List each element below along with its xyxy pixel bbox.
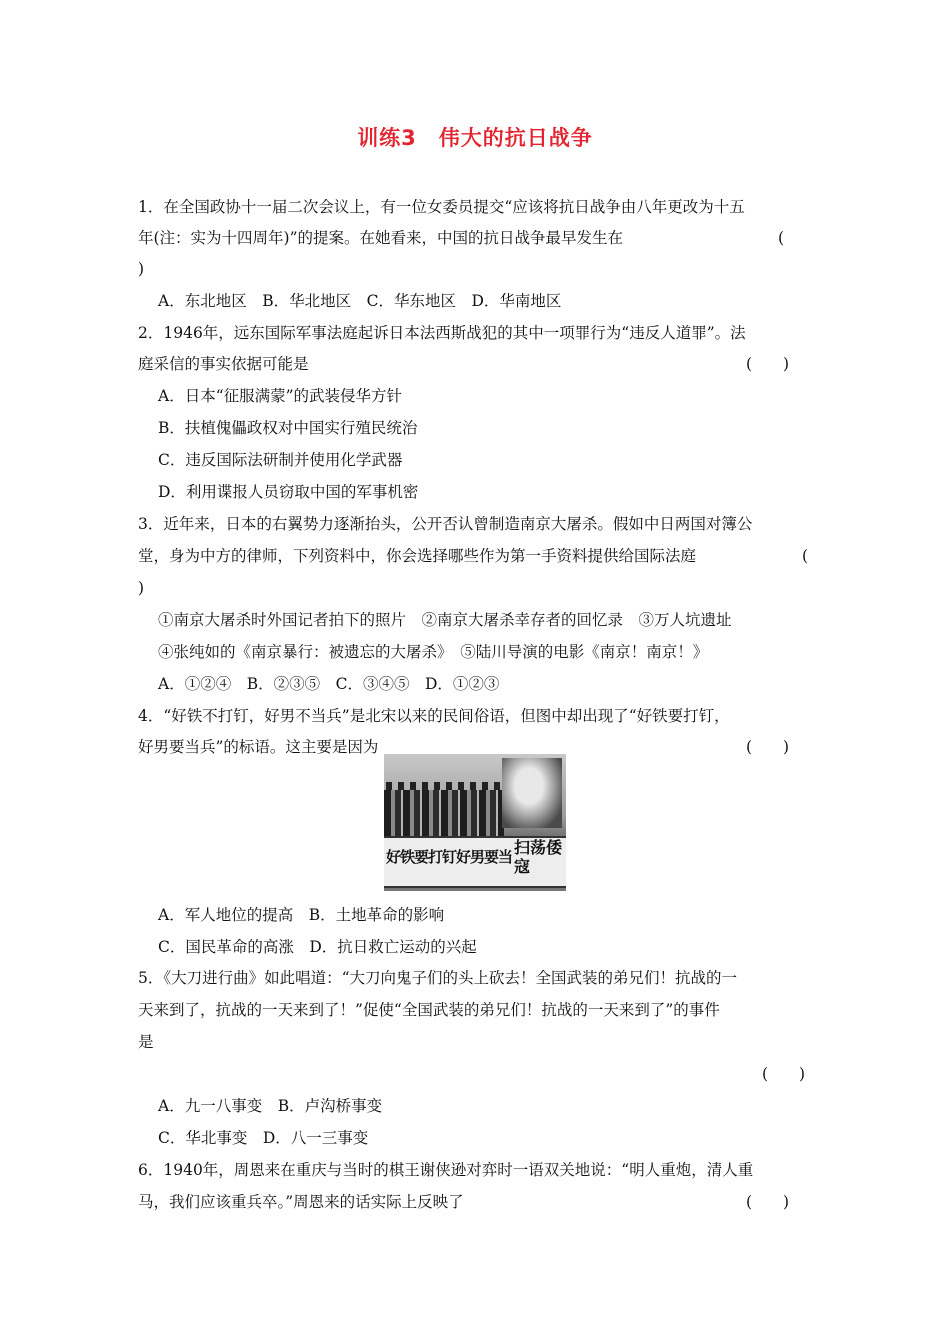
question-3-material-2: ④张纯如的《南京暴行：被遗忘的大屠杀》 ⑤陆川导演的电影《南京！南京！》 [158, 643, 709, 661]
question-5-answer-paren: ( ) [762, 1065, 806, 1083]
question-6-line-1: 6．1940年，周恩来在重庆与当时的棋王谢侠逊对弈时一语双关地说：“明人重炮，清人重 [138, 1161, 754, 1179]
question-2-option-d: D．利用谍报人员窃取中国的军事机密 [158, 483, 419, 501]
question-3-material-1: ①南京大屠杀时外国记者拍下的照片 ②南京大屠杀幸存者的回忆录 ③万人坑遗址 [158, 611, 732, 629]
question-1-options: A．东北地区 B．华北地区 C．华东地区 D．华南地区 [158, 292, 562, 310]
question-4-answer-paren: ( ) [746, 738, 790, 756]
question-3-line-3: ) [138, 579, 145, 597]
question-5-options-line-1: A．九一八事变 B．卢沟桥事变 [158, 1097, 383, 1115]
question-5-options-line-2: C．华北事变 D．八一三事变 [158, 1129, 369, 1147]
question-1-line-1: 1．在全国政协十一届二次会议上，有一位女委员提交“应该将抗日战争由八年更改为十五 [138, 198, 745, 216]
question-2-answer-paren: ( ) [746, 355, 790, 373]
question-2-line-2: 庭采信的事实依据可能是 [138, 355, 309, 373]
question-4-line-2: 好男要当兵”的标语。这主要是因为 [138, 738, 379, 756]
question-2-option-c: C．违反国际法研制并使用化学武器 [158, 451, 403, 469]
question-2-option-b: B．扶植傀儡政权对中国实行殖民统治 [158, 419, 418, 437]
question-5-line-1: 5．《大刀进行曲》如此唱道：“大刀向鬼子们的头上砍去！全国武装的弟兄们！抗战的一 [138, 969, 738, 987]
question-6-line-2: 马，我们应该重兵卒。”周恩来的话实际上反映了 [138, 1193, 464, 1211]
question-4-line-1: 4．“好铁不打钉，好男不当兵”是北宋以来的民间俗语，但图中却出现了“好铁要打钉， [138, 707, 730, 725]
question-3-options: A．①②④ B．②③⑤ C．③④⑤ D．①②③ [158, 675, 500, 693]
question-4-options-line-1: A．军人地位的提高 B．土地革命的影响 [158, 906, 445, 924]
question-2-option-a: A．日本“征服满蒙”的武装侵华方针 [158, 387, 403, 405]
question-1-line-3: ) [138, 260, 145, 278]
photo-banner-slogan-2: 扫荡倭寇 [514, 838, 563, 876]
page-title: 训练3 伟大的抗日战争 [357, 126, 593, 150]
question-3-line-1: 3．近年来，日本的右翼势力逐渐抬头，公开否认曾制造南京大屠杀。假如中日两国对簿公 [138, 515, 753, 533]
question-6-answer-paren: ( ) [746, 1193, 790, 1211]
question-4-options-line-2: C．国民革命的高涨 D．抗日救亡运动的兴起 [158, 938, 477, 956]
question-1-line-2: 年(注：实为十四周年)”的提案。在她看来，中国的抗日战争最早发生在 [138, 229, 624, 247]
photo-portrait [502, 758, 562, 828]
question-5-line-3: 是 [138, 1033, 154, 1051]
photo-banner-slogan: 好铁要打钉好男要当 [386, 848, 513, 866]
question-3-line-2: 堂，身为中方的律师，下列资料中，你会选择哪些作为第一手资料提供给国际法庭 [138, 547, 697, 565]
question-5-line-2: 天来到了，抗战的一天来到了！”促使“全国武装的弟兄们！抗战的一天来到了”的事件 [138, 1001, 720, 1019]
historical-photo [384, 754, 566, 891]
question-3-answer-paren: ( [802, 547, 809, 565]
question-2-line-1: 2．1946年，远东国际军事法庭起诉日本法西斯战犯的其中一项罪行为“违反人道罪”。法 [138, 324, 746, 342]
question-1-answer-paren: ( [778, 229, 785, 247]
